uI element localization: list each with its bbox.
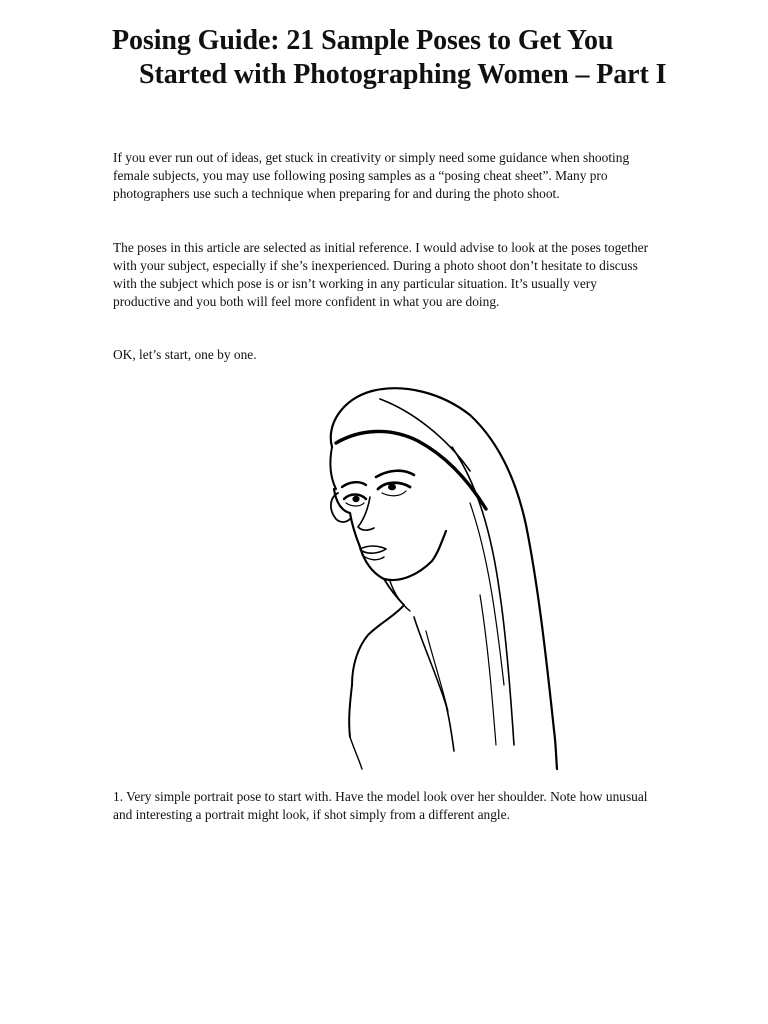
pose-illustration xyxy=(320,385,570,775)
woman-over-shoulder-sketch-icon xyxy=(320,385,570,775)
page-title: Posing Guide: 21 Sample Poses to Get You Started with Photographing Women – Part I xyxy=(112,25,667,90)
reference-paragraph: The poses in this article are selected as initial reference. I would advise to look at the poses together with your subject, especially if she’s inexperienced. During a photo shoot don’t hesitate to discuss with the subject which pose is or isn’t working in any particular situation. It’s usually very productive and you both will feel more confident in what you are doing. xyxy=(113,240,649,309)
start-paragraph: OK, let’s start, one by one. xyxy=(113,347,257,362)
pose-1-caption: 1. Very simple portrait pose to start with. Have the model look over her shoulder. Note how unusual and interesting a portrait might look, if shot simply from a different angle. xyxy=(113,789,648,822)
intro-paragraph: If you ever run out of ideas, get stuck in creativity or simply need some guidance when shooting female subjects, you may use following posing samples as a “posing cheat sheet”. Many pro photographers use such a technique when preparing for and during the photo shoot. xyxy=(113,150,630,201)
